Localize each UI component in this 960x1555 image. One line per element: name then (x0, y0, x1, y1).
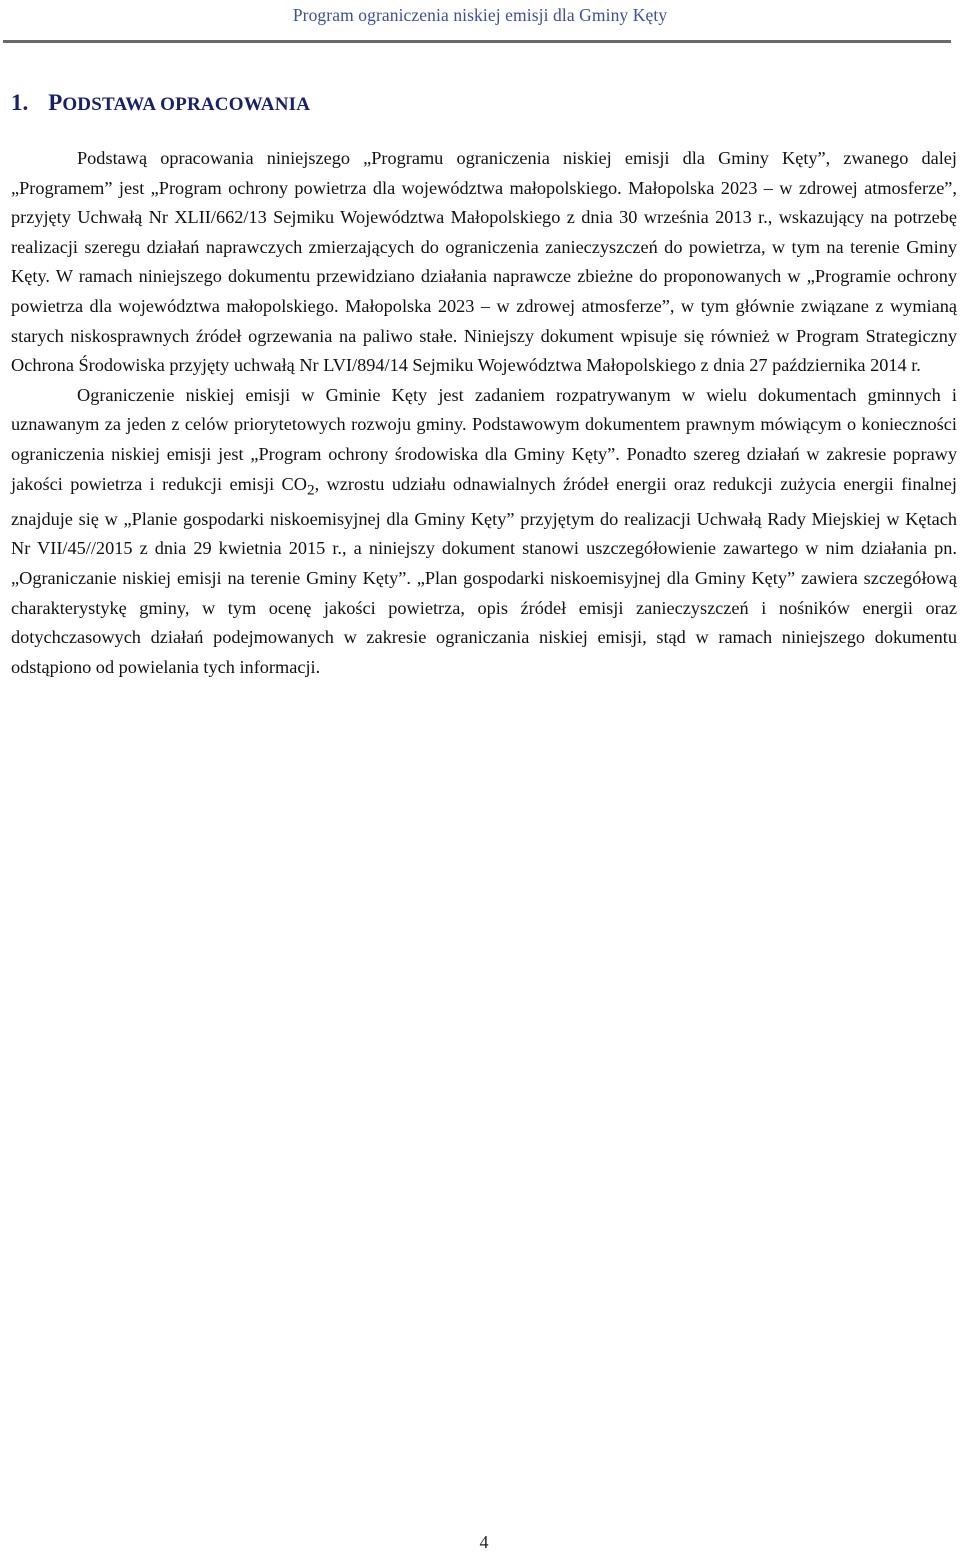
paragraph-2-part-2: , wzrostu udziału odnawialnych źródeł energii oraz redukcji zużycia energii finalnej znajduje się w „Planie gospodarki niskoemisyjnej dla Gminy Kęty” przyjętym do realizacji Uchwałą Rady Miejskiej w Kętach Nr VII/45//2015 z dnia 29 kwietnia 2015 r., a niniejszy dokument stanowi uszczegółowienie zawartego w nim działania pn. „Ograniczanie niskiej emisji na terenie Gminy Kęty”. „Plan gospodarki niskoemisyjnej dla Gminy Kęty” zawiera szczegółową charakterystykę gminy, w tym ocenę jakości powietrza, opis źródeł emisji zanieczyszczeń i nośników energii oraz dotychczasowych działań podejmowanych w zakresie ograniczania niskiej emisji, stąd w ramach niniejszego dokumentu odstąpiono od powielania tych informacji. (11, 473, 957, 677)
section-title-initial: P (48, 90, 63, 115)
section-number: 1. (11, 90, 29, 115)
co2-subscript: 2 (306, 481, 315, 499)
paragraph-2 (11, 381, 957, 683)
running-header: Program ograniczenia niskiej emisji dla Gminy Kęty (292, 5, 668, 25)
page-number: 4 (479, 1532, 489, 1552)
section-heading (11, 90, 310, 116)
section-title-rest: ODSTAWA OPRACOWANIA (62, 94, 311, 115)
paragraph-1: Podstawą opracowania niniejszego „Programu ograniczenia niskiej emisji dla Gminy Kęty”, zwanego dalej „Programem” jest „Program ochrony powietrza dla województwa małopolskiego. Małopolska 2023 – w zdrowej atmosferze”, przyjęty Uchwałą Nr XLII/662/13 Sejmiku Województwa Małopolskiego z dnia 30 września 2013 r., wskazujący na potrzebę realizacji szeregu działań naprawczych zmierzających do ograniczenia zanieczyszczeń do powietrza, w tym na terenie Gminy Kęty. W ramach niniejszego dokumentu przewidziano działania naprawcze zbieżne do proponowanych w „Programie ochrony powietrza dla województwa małopolskiego. Małopolska 2023 – w zdrowej atmosferze”, w tym głównie związane z wymianą starych niskosprawnych źródeł ogrzewania na paliwo stałe. Niniejszy dokument wpisuje się również w Program Strategiczny Ochrona Środowiska przyjęty uchwałą Nr LVI/894/14 Sejmiku Województwa Małopolskiego z dnia 27 października 2014 r. (11, 148, 957, 376)
paragraph-2-part-1: Ograniczenie niskiej emisji w Gminie Kęty jest zadaniem rozpatrywanym w wielu dokumentach gminnych i uznawanym za jeden z celów priorytetowych rozwoju gminy. Podstawowym dokumentem prawnym mówiącym o konieczności ograniczenia niskiej emisji jest „Program ochrony środowiska dla Gminy Kęty”. Ponadto szereg działań w zakresie poprawy jakości powietrza i redukcji emisji CO (11, 384, 957, 494)
header-divider (3, 40, 951, 43)
body-text (11, 144, 957, 682)
